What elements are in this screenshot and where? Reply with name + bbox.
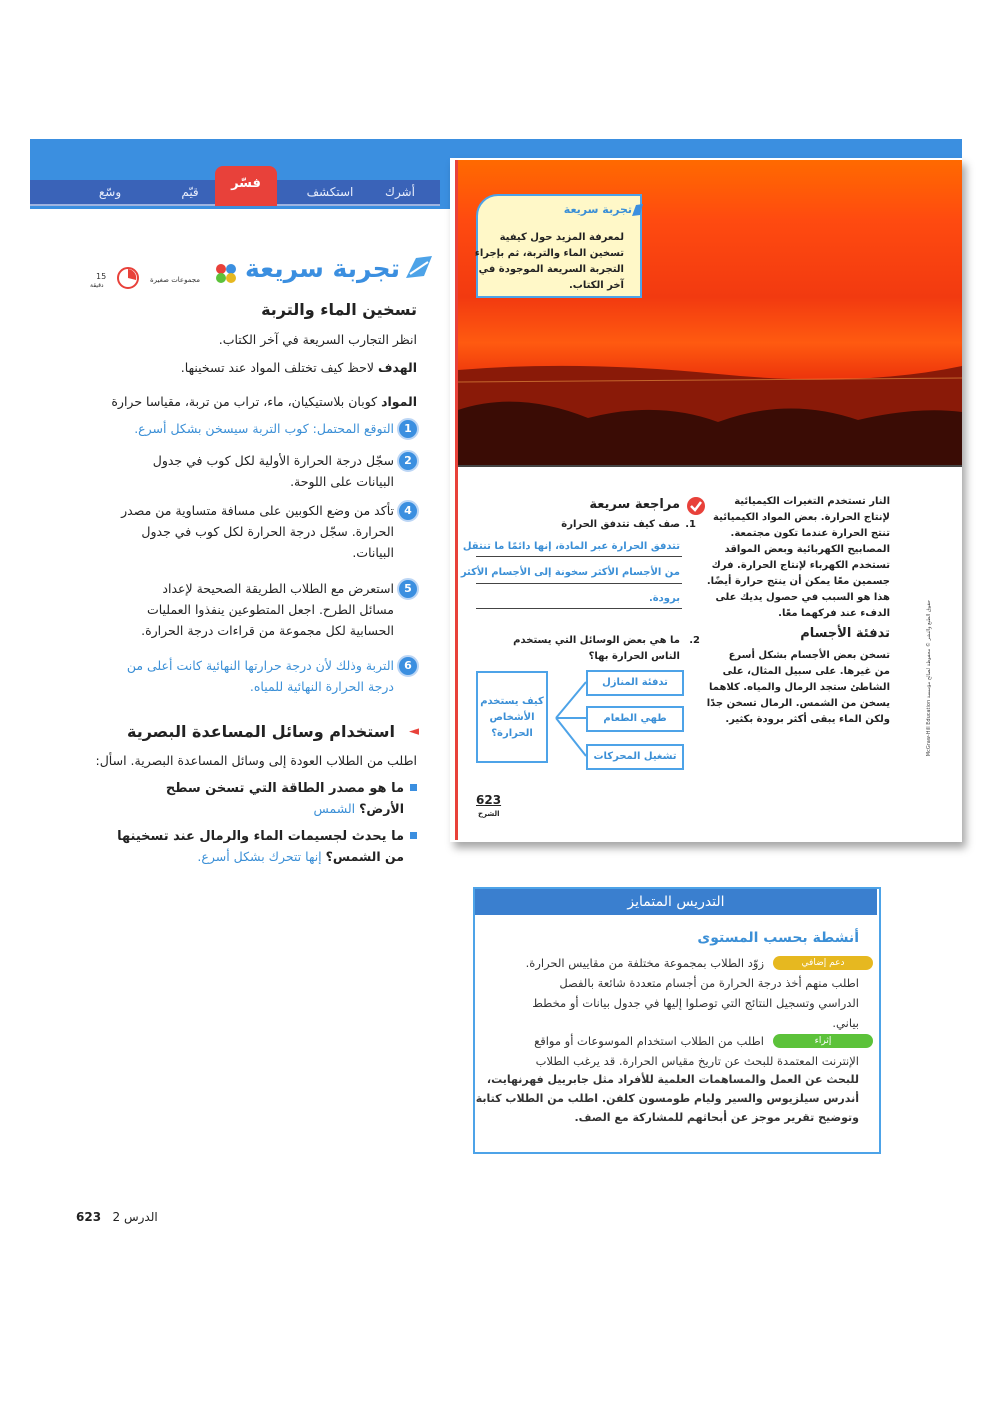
quick-check-q1: صف كيف تتدفق الحرارة: [561, 519, 680, 530]
tab-engage[interactable]: أشرك: [385, 185, 415, 199]
question-2-line-2: [197, 846, 404, 867]
step-2-line-1: سجّل درجة الحرارة الأولية لكل كوب في جدول: [152, 453, 394, 468]
leveled-activities-title: أنشطة بحسب المستوى: [697, 930, 859, 946]
flask-icon: [630, 202, 644, 218]
question-2-line-1: ما يحدث لجسيمات الماء والرمال عند تسخينها: [117, 829, 404, 844]
callout-line-3: التجربة السريعة الموجودة في: [478, 264, 624, 275]
book-paragraph-line-6: جسمين معًا يمكن أن ينتج حرارة أيضًا.: [706, 576, 890, 587]
step-1: التوقع المحتمل: كوب التربة سيسخن بشكل أسرع.: [134, 421, 394, 436]
step-2-line-2: البيانات على اللوحة.: [290, 474, 394, 489]
step-5-line-1: استعرض مع الطلاب الطريقة الصحيحة لإعداد: [162, 581, 394, 596]
concept-map-box-1: تدفئة المنازل: [586, 670, 684, 696]
goal-line: [181, 357, 417, 378]
step-4-line-2: الحرارة. سجّل درجة الحرارة لكل كوب في جدول: [141, 524, 394, 539]
answer-2: إنها تتحرك بشكل أسرع.: [197, 849, 322, 864]
photo-divider: [458, 465, 962, 467]
small-group-icon: [214, 262, 238, 284]
quick-check-q2-num: 2.: [689, 635, 700, 646]
support-line-2: اطلب منهم أخذ درجة الحرارة من أجسام متعددة شائعة بالفصل: [559, 976, 859, 990]
step-6-line-2: درجة الحرارة النهائية للمياه.: [249, 679, 394, 694]
answer-rule: [476, 583, 682, 584]
bullet-icon: [410, 784, 417, 791]
visual-aids-intro: اطلب من الطلاب العودة إلى وسائل المساعدة البصرية. اسأل:: [95, 753, 417, 768]
concept-map-box-2: طهي الطعام: [586, 706, 684, 732]
lesson-number: 2: [112, 1210, 121, 1224]
page-footer: [76, 1210, 158, 1224]
question-1-line-1: ما هو مصدر الطاقة التي تسخن سطح: [165, 781, 404, 796]
book-page-label: الشرح: [478, 810, 500, 818]
materials-label: المواد: [381, 394, 417, 409]
callout-line-4: آخر الكتاب.: [568, 280, 624, 291]
tab-explain[interactable]: فسّر: [215, 166, 277, 206]
question-1-text: الأرض؟: [359, 801, 404, 816]
checkmark-icon: [686, 496, 706, 516]
lab-intro: انظر التجارب السريعة في آخر الكتاب.: [218, 332, 417, 347]
concept-map-connectors: [550, 678, 590, 764]
lesson-label: الدرس: [123, 1210, 158, 1224]
tab-explore[interactable]: استكشف: [306, 185, 354, 199]
concept-map-box-3: تشغيل المحركات: [586, 744, 684, 770]
question-1-line-2: [314, 798, 404, 819]
step-number-5: 5: [397, 578, 419, 600]
answer-rule: [476, 608, 682, 609]
question-2-text: من الشمس؟: [325, 849, 404, 864]
step-6-line-1: التربة وذلك لأن درجة حرارتها النهائية كانت أعلى من: [126, 658, 394, 673]
step-number-1: 1: [397, 418, 419, 440]
side-credit: حقوق الطبع والنشر © محفوظة لصالح مؤسسة McGraw-Hill Education: [926, 600, 932, 757]
book-paragraph-line-1: النار تستخدم التغيرات الكيميائية: [734, 496, 890, 507]
book-sub-line-3: الشاطئ ستجد الرمال والمياه. كلاهما: [709, 682, 890, 693]
book-paragraph-line-4: المصابيح الكهربائية وبعض المواقد: [724, 544, 890, 555]
enrichment-pill: إثراء: [773, 1034, 873, 1048]
answer-rule: [476, 556, 682, 557]
bullet-icon: [410, 832, 417, 839]
enrichment-line-2: الإنترنت المعتمدة للبحث عن تاريخ مقياس الحرارة. قد يرغب الطلاب: [535, 1054, 859, 1068]
book-subheading: تدفئة الأجسام: [800, 626, 890, 641]
book-paragraph-line-5: تستخدم الكهرباء لإنتاج الحرارة. فرك: [711, 560, 890, 571]
differentiated-instruction-header: التدريس المتمايز: [475, 889, 877, 915]
support-line-4: بياني.: [832, 1016, 859, 1030]
enrichment-line-1: اطلب من الطلاب استخدام الموسوعات أو مواقع: [534, 1034, 764, 1048]
callout-line-2: تسخين الماء والتربة، ثم بإجراء: [474, 248, 624, 259]
step-number-4: 4: [397, 500, 419, 522]
lab-title: تسخين الماء والتربة: [261, 300, 417, 319]
book-sub-line-5: ولكن الماء يبقى أكثر برودة بكثير.: [725, 714, 890, 725]
enrichment-line-5: وتوضيح تقرير موجز عن أبحاثهم للمشاركة مع الصف.: [574, 1111, 859, 1124]
enrichment-line-3: للبحث عن العمل والمساهمات العلمية للأفراد مثل جابرييل فهرنهايت،: [486, 1073, 859, 1086]
quick-check-answer-line-3: برودة.: [648, 593, 680, 604]
book-paragraph-line-2: لإنتاج الحرارة. بعض المواد الكيميائية: [713, 512, 890, 523]
quick-check-answer-line-2: من الأجسام الأكثر سخونة إلى الأجسام الأكثر: [460, 567, 680, 578]
book-paragraph-line-3: تنتج الحرارة عندما تكون مجتمعة.: [730, 528, 890, 539]
quick-check-answer-line-1: تتدفق الحرارة عبر المادة، إنها دائمًا ما تنتقل: [462, 541, 680, 552]
enrichment-line-4: أندرس سيلزيوس والسير وليام طومسون كلفن. اطلب من الطلاب كتابة: [475, 1092, 859, 1105]
timer-icon: [116, 266, 140, 290]
goal-text: لاحظ كيف تختلف المواد عند تسخينها.: [180, 360, 375, 375]
answer-1: الشمس: [313, 801, 356, 816]
quick-check-q2-line-1: ما هي بعض الوسائل التي يستخدم: [513, 635, 680, 646]
step-5-line-3: الحسابية لكل مجموعة من قراءات درجة الحرارة.: [141, 623, 394, 638]
book-page-number: 623: [476, 793, 502, 807]
extra-support-pill: دعم إضافي: [773, 956, 873, 970]
arrow-left-icon: ◄: [409, 724, 419, 739]
step-4-line-1: تأكد من وضع الكوبين على مسافة متساوية من مصدر: [121, 503, 394, 518]
concept-map-center: كيف يستخدم الأشخاص الحرارة؟: [476, 671, 548, 763]
step-number-6: 6: [397, 655, 419, 677]
tab-evaluate[interactable]: قيّم: [181, 185, 199, 199]
step-4-line-3: البيانات.: [352, 545, 394, 560]
quick-check-q1-num: 1.: [685, 519, 696, 530]
visual-aids-heading: استخدام وسائل المساعدة البصرية: [127, 722, 395, 741]
goal-label: الهدف: [378, 360, 417, 375]
book-sub-line-2: من غيرها. على سبيل المثال، على: [722, 666, 890, 677]
side-credit-strip: [926, 600, 938, 790]
page-edge-line: [455, 160, 458, 840]
footer-page-number: 623: [76, 1210, 102, 1224]
step-5-line-2: مسائل الطرح. اجعل المتطوعين ينفذوا العمليات: [146, 602, 394, 617]
groups-label: مجموعات صغيرة: [150, 276, 201, 284]
quick-check-q2-line-2: الناس الحرارة بها؟: [588, 651, 680, 662]
flask-icon: [402, 252, 436, 282]
book-sub-line-1: تسخن بعض الأجسام بشكل أسرع: [728, 650, 890, 661]
materials-text: كوبان بلاستيكيان، ماء، تراب من تربة، مقياسا حرارة: [111, 394, 378, 409]
quick-lab-heading: تجربة سريعة: [244, 254, 400, 283]
step-number-2: 2: [397, 450, 419, 472]
book-paragraph-line-8: الدفء عند فركهما معًا.: [778, 608, 890, 619]
tab-extend[interactable]: وسّع: [98, 185, 122, 199]
callout-title: تجربة سريعة: [563, 203, 632, 216]
time-unit: دقيقة: [90, 282, 104, 289]
book-sub-line-4: يسخن من الشمس. الرمال تسخن جدًا: [706, 698, 890, 709]
time-number: 15: [96, 272, 107, 281]
materials-line: [111, 391, 417, 412]
book-paragraph-line-7: هذا هو السبب في حصول يديك على: [715, 592, 890, 603]
support-line-1: زوّد الطلاب بمجموعة مختلفة من مقاييس الحرارة.: [525, 956, 764, 970]
quick-check-heading: مراجعة سريعة: [589, 497, 680, 512]
support-line-3: الدراسي وتسجيل النتائج التي توصلوا إليها في جدول بيانات أو مخطط: [532, 996, 859, 1010]
callout-line-1: لمعرفة المزيد حول كيفية: [499, 232, 624, 243]
